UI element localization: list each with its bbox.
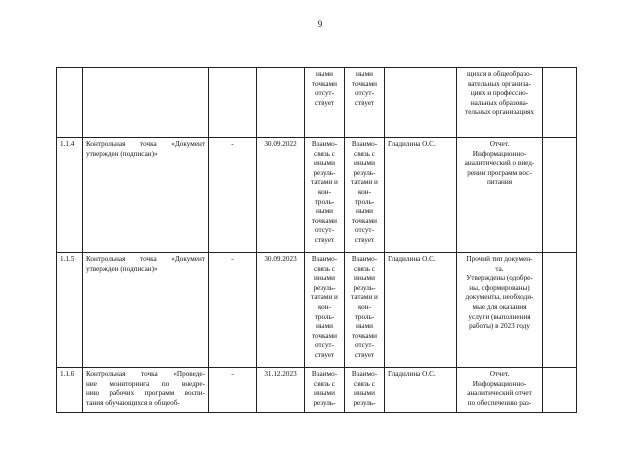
text-line: нию рабочих программ воспи- [86,389,205,398]
text-line: отсут- [355,89,374,98]
control-point-name-cell [83,253,209,368]
text-line: троль- [354,312,375,321]
executor-cell [385,68,457,138]
cell-text: 1.1.6 [60,370,75,378]
cell-text: 1.1.4 [60,140,75,148]
text-line: связь с [354,149,375,158]
cell-text: Гладилина О.С. [388,140,436,148]
text-line: ны, сформированы) [469,283,530,292]
text-line: та. [495,264,504,273]
text-line: Отчет. [489,140,510,148]
text-line: ствует [314,235,335,244]
cell-text: 31.12.2023 [264,370,297,378]
text-line: рении программ вос- [467,168,532,177]
text-line: ние мониторинга по внедре- [86,379,205,388]
text-line: связь с [354,379,375,388]
text-line: документы, необходи- [465,293,534,302]
text-line: татами и [351,293,378,302]
result-document-cell [457,368,543,413]
table-body [57,68,577,413]
relation-cell-b [345,253,385,368]
text-line: ными [315,70,334,78]
text-line: ными [315,207,334,216]
control-point-name-cell [83,368,209,413]
result-document-cell [457,138,543,253]
text-line: связь с [314,379,335,388]
executor-cell [385,138,457,253]
text-line: татами и [311,178,338,187]
text-line: нальных образова- [470,98,529,107]
date-cell [257,253,305,368]
empty-cell [543,68,577,138]
text-line: по обеспечению раз- [467,398,532,407]
text-line: точками [351,216,378,225]
empty-cell [543,253,577,368]
text-line: точками [311,79,338,88]
text-line: ными [315,322,334,331]
item-number-cell [57,253,83,368]
page-number: 9 [317,19,323,29]
text-line: Взаимо- [351,255,378,263]
dash-cell [209,253,257,368]
text-line: утвержден (подписан)» [86,149,158,158]
executor-cell [385,368,457,413]
dash-cell [209,138,257,253]
text-line: щихся в общеобразо- [466,70,533,78]
result-document-cell [457,253,543,368]
text-line: Взаимо- [311,140,338,148]
text-line: работы) в 2023 году [469,322,530,331]
text-line: ствует [314,350,335,359]
cell-text: - [231,140,234,148]
cell-text: 1.1.5 [60,255,75,263]
text-line: троль- [354,197,375,206]
cell-text: 30.09.2023 [264,255,297,263]
text-line: аналитический отчет [467,389,532,398]
executor-cell [385,253,457,368]
text-line: аналитический о внед- [464,159,535,168]
text-line: Взаимо- [351,140,378,148]
text-line: утвержден (подписан)» [86,264,158,273]
text-line: Отчет. [489,370,510,378]
text-line: Контрольная точка «Проведе- [86,370,205,378]
text-line: отсут- [355,226,374,235]
dash-cell [209,368,257,413]
relation-cell-b [345,368,385,413]
text-line: Взаимо- [311,255,338,263]
cell-text: - [231,255,234,263]
text-line: кон- [358,302,371,311]
text-line: мые для оказания [472,302,527,311]
text-line: иными [314,389,335,398]
text-line: иными [354,389,375,398]
plan-table [56,67,577,413]
text-line: резуль- [313,398,336,407]
text-line: троль- [314,197,335,206]
text-line: ными [355,70,374,78]
relation-cell-b [345,68,385,138]
text-line: точками [311,331,338,340]
text-line: отсут- [315,89,334,98]
text-line: ствует [354,98,375,107]
table-row [57,68,577,138]
empty-cell [543,138,577,253]
text-line: татами и [311,293,338,302]
text-line: татами и [351,178,378,187]
date-cell [257,68,305,138]
text-line: Контрольная точка «Документ [86,140,205,148]
cell-text: - [231,370,234,378]
item-number-cell [57,368,83,413]
control-point-name-cell [83,68,209,138]
text-line: Контрольная точка «Документ [86,255,205,263]
text-line: связь с [314,264,335,273]
text-line: точками [351,79,378,88]
text-line: кон- [358,187,371,196]
table-row [57,253,577,368]
result-document-cell [457,68,543,138]
text-line: резуль- [313,168,336,177]
text-line: Утверждены (одобре- [466,274,533,283]
text-line: кон- [318,302,331,311]
text-line: Информационно- [472,379,527,388]
relation-cell-a [305,368,345,413]
text-line: иными [314,274,335,283]
text-line: отсут- [355,341,374,350]
cell-text: Гладилина О.С. [388,255,436,263]
text-line: вательных организа- [467,79,531,88]
relation-cell-b [345,138,385,253]
empty-cell [543,368,577,413]
text-line: ствует [314,98,335,107]
text-line: Взаимо- [311,370,338,378]
text-line: резуль- [313,283,336,292]
relation-cell-a [305,138,345,253]
date-cell [257,368,305,413]
text-line: Взаимо- [351,370,378,378]
text-line: иными [354,159,375,168]
text-line: Информационно- [472,149,527,158]
text-line: отсут- [315,341,334,350]
relation-cell-a [305,68,345,138]
text-line: циях и профессио- [470,89,529,98]
text-line: услуги (выполнения [468,312,531,321]
text-line: резуль- [353,398,376,407]
date-cell [257,138,305,253]
relation-cell-a [305,253,345,368]
text-line: ствует [354,235,375,244]
text-line: ными [355,207,374,216]
text-line: тельных организациях [465,108,534,117]
text-line: отсут- [315,226,334,235]
item-number-cell [57,68,83,138]
text-line: Прочий тип докумен- [466,255,533,263]
text-line: троль- [314,312,335,321]
cell-text: Гладилина О.С. [388,370,436,378]
cell-text: 30.09.2022 [264,140,297,148]
text-line: точками [311,216,338,225]
text-line: связь с [354,264,375,273]
item-number-cell [57,138,83,253]
table-row [57,368,577,413]
text-line: резуль- [353,283,376,292]
table-row [57,138,577,253]
text-line: точками [351,331,378,340]
text-line: резуль- [353,168,376,177]
text-line: ствует [354,350,375,359]
text-line: кон- [318,187,331,196]
text-line: связь с [314,149,335,158]
text-line: тания обучающихся в общеоб- [86,398,180,407]
text-line: иными [314,159,335,168]
text-line: ными [355,322,374,331]
text-line: питания [486,178,513,187]
control-point-name-cell [83,138,209,253]
text-line: иными [354,274,375,283]
dash-cell [209,68,257,138]
